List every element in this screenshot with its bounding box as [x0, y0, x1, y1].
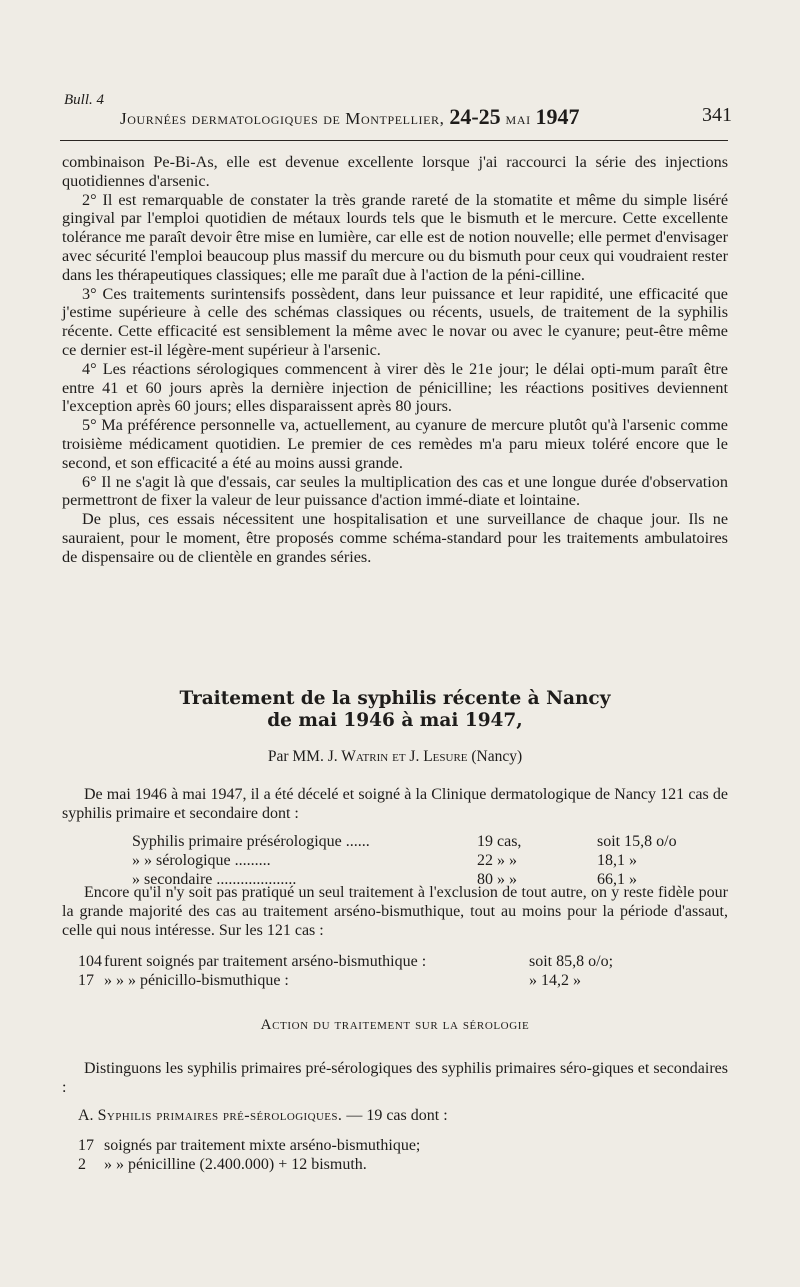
- article-authors: [62, 748, 728, 766]
- article-intro: [62, 785, 728, 823]
- row-label: » secondaire ....................: [132, 871, 297, 888]
- row-count: 2: [78, 1156, 86, 1173]
- row-label: » » sérologique .........: [132, 852, 271, 869]
- paragraph: 3° Ces traitements surintensifs possèdent, dans leur puissance et leur rapidité, une efficacité que j'estime supérieure à celle des schémas classiques ou récents, usuels, de traitement de la syphilis récente. Cette efficacité est sensiblement la même avec le novar ou avec le cyanure; peut-être même ce dernier est-il légère-ment supérieur à l'arsenic.: [62, 284, 728, 359]
- section-subheading: Action du traitement sur la sérologie: [260, 1017, 530, 1033]
- article-title-line2: de mai 1946 à mai 1947,: [267, 710, 523, 731]
- subsection-count: — 19 cas dont :: [346, 1107, 448, 1124]
- table-row: [78, 1136, 420, 1155]
- subsection-letter: A.: [78, 1107, 94, 1124]
- paragraph: De plus, ces essais nécessitent une hospitalisation et une surveillance de chaque jour. Ils ne sauraient, pour le moment, être proposés comme schéma-standard pour les traitements ambulatoires de dispensaire ou de clientèle en grandes séries.: [62, 510, 728, 566]
- row-percent: soit 85,8 o/o;: [529, 953, 614, 970]
- row-count: 22 » »: [477, 852, 517, 869]
- paragraph: De mai 1946 à mai 1947, il a été décelé et soigné à la Clinique dermatologique de Nancy 121 cas de syphilis primaire et secondaire dont :: [62, 786, 728, 822]
- header-year: 1947: [535, 104, 580, 129]
- header-title-text: Journées dermatologiques de Montpellier,: [120, 109, 445, 128]
- running-reference: Bull. 4: [64, 92, 104, 108]
- row-count: 19 cas,: [477, 833, 522, 850]
- subsection-a-table: [78, 1136, 420, 1174]
- row-percent: soit 15,8 o/o: [597, 833, 677, 850]
- paragraph: 6° Il ne s'agit là que d'essais, car seules la multiplication des cas et une longue durée d'observation permettront de fixer la valeur de leur puissance d'action immé-diate et lointaine.: [62, 472, 728, 510]
- row-label: Syphilis primaire présérologique ......: [132, 833, 370, 850]
- paragraph: 2° Il est remarquable de constater la très grande rareté de la stomatite et même du simple liséré gingival par l'emploi quotidien de métaux lourds tels que le bismuth et le mercure. Cette excellente tolérance me paraît devoir être mise en lumière, car elle est de notion nouvelle; elle permet d'envisager avec sécurité l'emploi beaucoup plus massif du mercure ou du bismuth pour ceux qui voudraient rester dans les thérapeutiques classiques; elle me paraît due à l'action de la péni-cilline.: [62, 190, 728, 284]
- article-heading: [62, 688, 728, 766]
- running-header: [120, 104, 580, 130]
- authors-prefix: Par MM.: [267, 748, 324, 765]
- treatment-paragraph: [62, 883, 728, 940]
- row-count: 17: [78, 972, 94, 989]
- paragraph: 4° Les réactions sérologiques commencent à virer dès le 21e jour; le délai opti-mum paraît être entre 41 et 60 jours après la dernière injection de pénicilline; les réactions positives deviennent l'exception après 60 jours; elles disparaissent après 80 jours.: [62, 359, 728, 416]
- header-rule: [60, 140, 728, 141]
- authors-names: J. Watrin et J. Lesure: [327, 748, 468, 765]
- row-percent: » 14,2 »: [529, 972, 581, 989]
- table-row: [132, 832, 677, 851]
- row-label: soignés par traitement mixte arséno-bismuthique;: [104, 1137, 421, 1154]
- paragraph: Distinguons les syphilis primaires pré-sérologiques des syphilis primaires séro-giques et secondaires :: [62, 1060, 728, 1096]
- row-label: » » » pénicillo-bismuthique :: [104, 972, 289, 989]
- paragraph: 5° Ma préférence personnelle va, actuellement, au cyanure de mercure plutôt qu'à l'arsenic comme troisième médicament quotidien. Le premier de ces remèdes m'a paru mieux toléré encore que le second, et son efficacité a été au moins aussi grande.: [62, 416, 728, 472]
- row-percent: 66,1 »: [597, 871, 637, 888]
- treatment-table: [78, 952, 613, 990]
- table-row: [78, 952, 613, 971]
- paragraph: combinaison Pe-Bi-As, elle est devenue excellente lorsque j'ai raccourci la série des injections quotidiennes d'arsenic.: [62, 153, 728, 190]
- row-count: 17: [78, 1137, 94, 1154]
- table-row: [78, 1155, 420, 1174]
- distinction-paragraph: [62, 1059, 728, 1097]
- row-count: 104: [78, 953, 102, 970]
- subsection-a-heading: [78, 1107, 448, 1125]
- row-label: » » pénicilline (2.400.000) + 12 bismuth.: [104, 1156, 367, 1173]
- row-label: furent soignés par traitement arséno-bismuthique :: [104, 953, 427, 970]
- row-count: 80 » »: [477, 871, 517, 888]
- paragraph: Encore qu'il n'y soit pas pratiqué un seul traitement à l'exclusion de tout autre, on y reste fidèle pour la grande majorité des cas au traitement arséno-bismuthique, tout au moins pour la période d'assaut, celle qui nous intéresse. Sur les 121 cas :: [62, 884, 728, 939]
- header-month: mai: [505, 109, 531, 128]
- previous-article-conclusions: [62, 153, 728, 567]
- row-percent: 18,1 »: [597, 852, 637, 869]
- case-distribution-table: [132, 832, 677, 889]
- header-dates: 24-25: [449, 104, 501, 129]
- page-number: 341: [702, 104, 732, 126]
- table-row: [78, 971, 613, 990]
- article-title-line1: Traitement de la syphilis récente à Nancy: [179, 688, 611, 709]
- authors-place: (Nancy): [471, 748, 523, 765]
- subsection-title: Syphilis primaires pré-sérologiques.: [97, 1107, 343, 1124]
- table-row: [132, 851, 677, 870]
